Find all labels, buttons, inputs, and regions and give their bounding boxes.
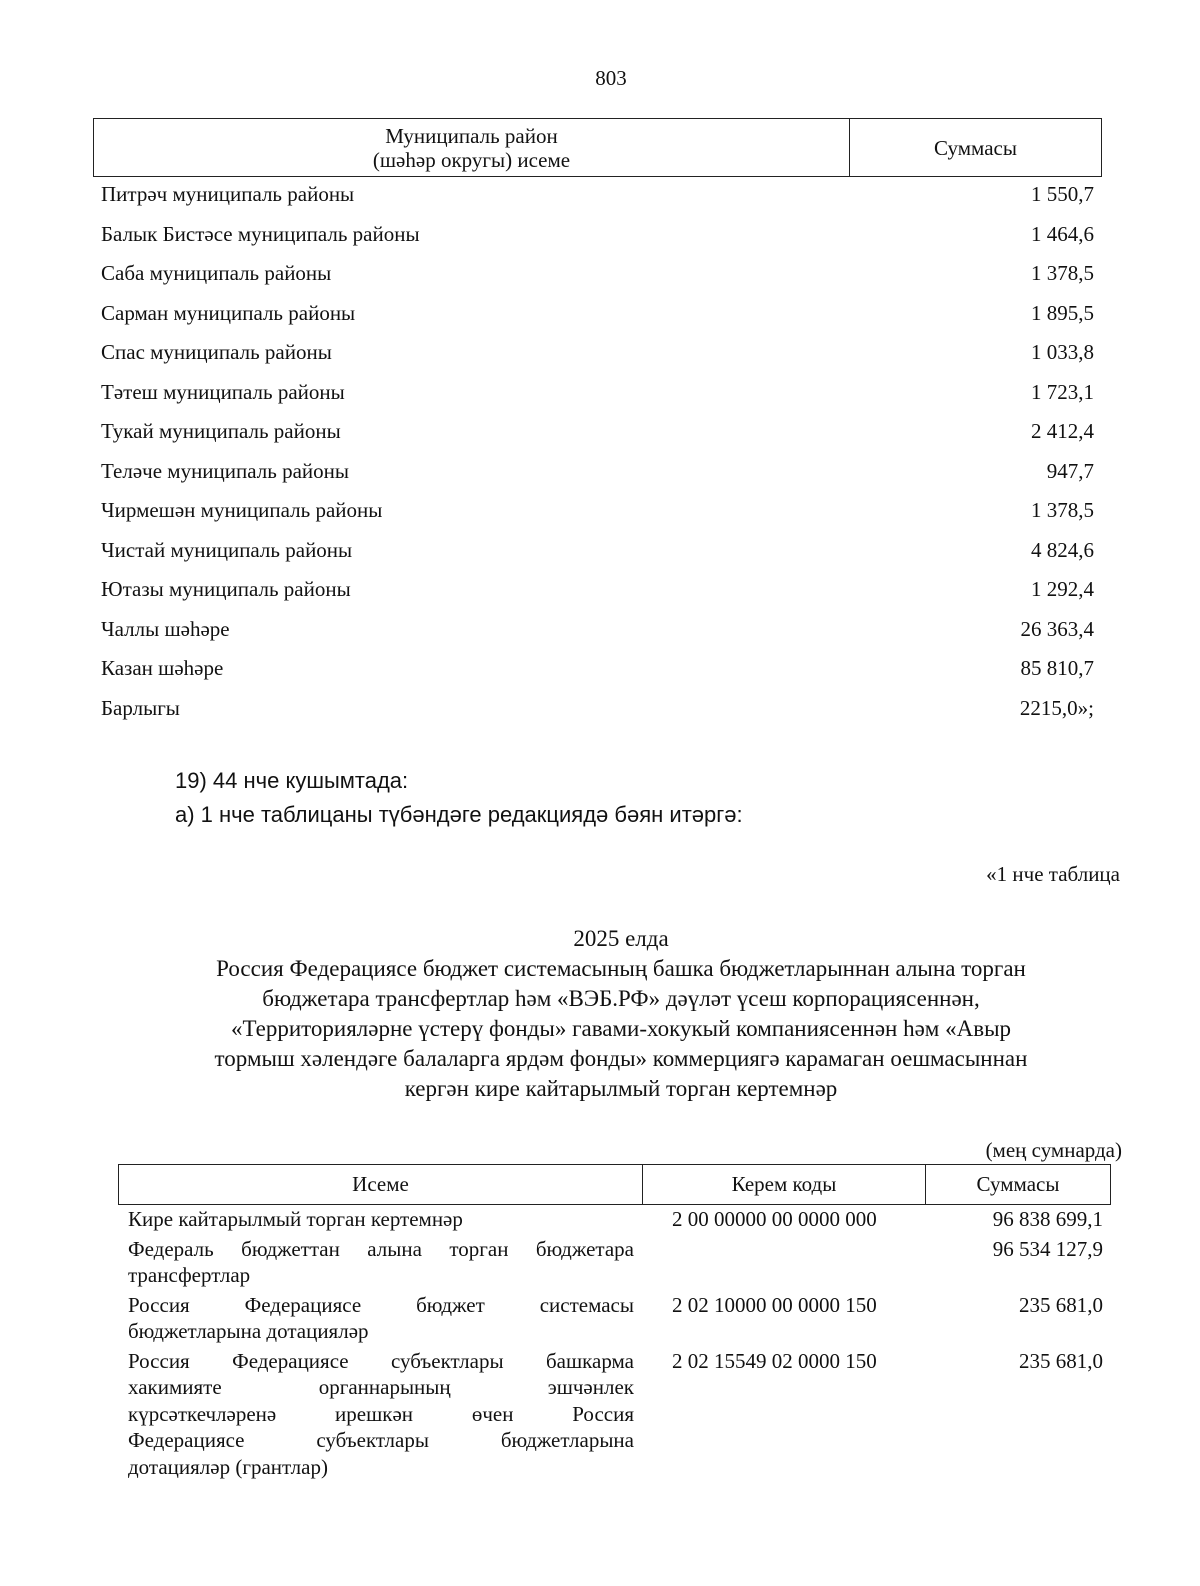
table-row (101, 457, 1094, 497)
row-name-line: Федерациясе субъектлары бюджетларына (128, 1428, 634, 1452)
table-row (101, 575, 1094, 615)
row-value: 4 824,6 (1031, 537, 1094, 562)
table-label: «1 нче таблица (986, 862, 1120, 886)
row-name: Тәтеш муниципаль районы (101, 379, 345, 404)
row-value: 1 378,5 (1031, 261, 1094, 285)
row-name-line: трансфертлар (128, 1263, 251, 1287)
row-name (128, 1292, 634, 1345)
table-row (101, 417, 1094, 457)
row-name: Спас муниципаль районы (101, 340, 332, 364)
table-row (128, 1348, 1103, 1481)
table1-header-name-line1: Муниципаль район (385, 124, 558, 148)
table1-header-name (94, 119, 850, 176)
title-line: тормыш хәлендәге балаларга ярдәм фонды» коммерциягә карамаган оешмасыннан (214, 1046, 1028, 1071)
row-value: 947,7 (1046, 458, 1094, 483)
row-name-line: хакимияте органнарының эшчәнлек (128, 1375, 634, 1399)
row-name (128, 1236, 634, 1289)
row-value: 1 033,8 (1031, 340, 1094, 364)
row-sum: 235 681,0 (1019, 1348, 1103, 1373)
table-row (101, 180, 1094, 220)
table-row (101, 220, 1094, 260)
table2-header-name: Исеме (119, 1165, 643, 1204)
table-row (101, 654, 1094, 694)
row-sum: 96 534 127,9 (992, 1236, 1103, 1261)
table-row (101, 299, 1094, 339)
row-name: Казан шәһәре (101, 656, 224, 680)
row-value: 2 412,4 (1031, 419, 1094, 443)
row-name: Чаллы шәһәре (101, 616, 230, 641)
row-name-line: бюджетларына дотацияләр (128, 1319, 369, 1343)
row-name-line: Федераль бюджеттан алына торган бюджетара (128, 1236, 634, 1261)
table-row (128, 1292, 1103, 1345)
row-code: 2 00 00000 00 0000 000 (672, 1207, 877, 1231)
row-code: 2 02 10000 00 0000 150 (672, 1292, 877, 1317)
table1-body (101, 180, 1094, 733)
table-row (128, 1236, 1103, 1289)
row-sum: 96 838 699,1 (992, 1207, 1103, 1231)
row-name-line: дотацияләр (грантлар) (128, 1454, 328, 1479)
table1-header (93, 118, 1102, 177)
row-name (128, 1206, 634, 1233)
table-row (101, 496, 1094, 536)
table-row (101, 615, 1094, 655)
row-value: 2215,0»; (1019, 695, 1094, 720)
table-row (101, 259, 1094, 299)
table-row (128, 1206, 1103, 1233)
table-row (101, 378, 1094, 418)
table2-body (128, 1206, 1103, 1483)
table2-header (118, 1164, 1111, 1205)
row-name: Сарман муниципаль районы (101, 300, 356, 325)
row-value: 1 292,4 (1031, 577, 1094, 601)
row-name: Питрәч муниципаль районы (101, 182, 355, 206)
row-name: Теләче муниципаль районы (101, 458, 349, 483)
page-number: 803 (595, 66, 627, 90)
row-name: Барлыгы (101, 695, 180, 720)
table-row-total (101, 694, 1094, 734)
title-line: Россия Федерациясе бюджет системасының башка бюджетларыннан алына торган (216, 956, 1026, 981)
row-name-line: Кире кайтарылмый торган кертемнәр (128, 1207, 463, 1231)
paragraph-appendix: 19) 44 нче кушымтада: (175, 768, 409, 793)
row-value: 1 464,6 (1031, 221, 1094, 246)
row-sum: 235 681,0 (1019, 1292, 1103, 1317)
row-value: 85 810,7 (1020, 656, 1094, 680)
row-name: Ютазы муниципаль районы (101, 577, 351, 601)
row-code: 2 02 15549 02 0000 150 (672, 1348, 877, 1373)
row-name-line: Россия Федерациясе бюджет системасы (128, 1292, 634, 1317)
table1-header-name-line2: (шәһәр округы) исеме (372, 148, 571, 172)
row-name: Балык Бистәсе муниципаль районы (101, 221, 420, 246)
row-name-line: Россия Федерациясе субъектлары башкарма (128, 1348, 634, 1373)
row-name: Чистай муниципаль районы (101, 537, 353, 562)
row-value: 1 550,7 (1031, 182, 1094, 206)
table2-header-sum: Суммасы (976, 1172, 1060, 1196)
row-name (128, 1348, 634, 1481)
table-title (105, 924, 1137, 1104)
paragraph-instruction: а) 1 нче таблицаны түбәндәге редакциядә бәян итәргә: (175, 802, 743, 827)
row-value: 26 363,4 (1020, 616, 1094, 641)
title-year: 2025 елда (573, 926, 669, 951)
table-row (101, 536, 1094, 576)
title-line: «Территорияләрне үстерү фонды» гавами-хокукый компаниясеннән һәм «Авыр (230, 1016, 1012, 1041)
row-value: 1 378,5 (1031, 498, 1094, 522)
table1-header-sum: Суммасы (934, 136, 1017, 160)
units-note: (мең сумнарда) (985, 1138, 1122, 1162)
title-line: кергән кире кайтарылмый торган кертемнәр (404, 1076, 838, 1101)
row-name-line: күрсәткечләренә ирешкән өчен Россия (128, 1401, 634, 1426)
row-value: 1 723,1 (1031, 379, 1094, 404)
table-row (101, 338, 1094, 378)
row-name: Чирмешән муниципаль районы (101, 498, 383, 522)
row-name: Саба муниципаль районы (101, 261, 332, 285)
table2-header-code: Керем коды (643, 1165, 926, 1204)
row-name: Тукай муниципаль районы (101, 419, 341, 443)
row-value: 1 895,5 (1031, 300, 1094, 325)
title-line: бюджетара трансфертлар һәм «ВЭБ.РФ» дәүләт үсеш корпорациясеннән, (262, 986, 980, 1011)
